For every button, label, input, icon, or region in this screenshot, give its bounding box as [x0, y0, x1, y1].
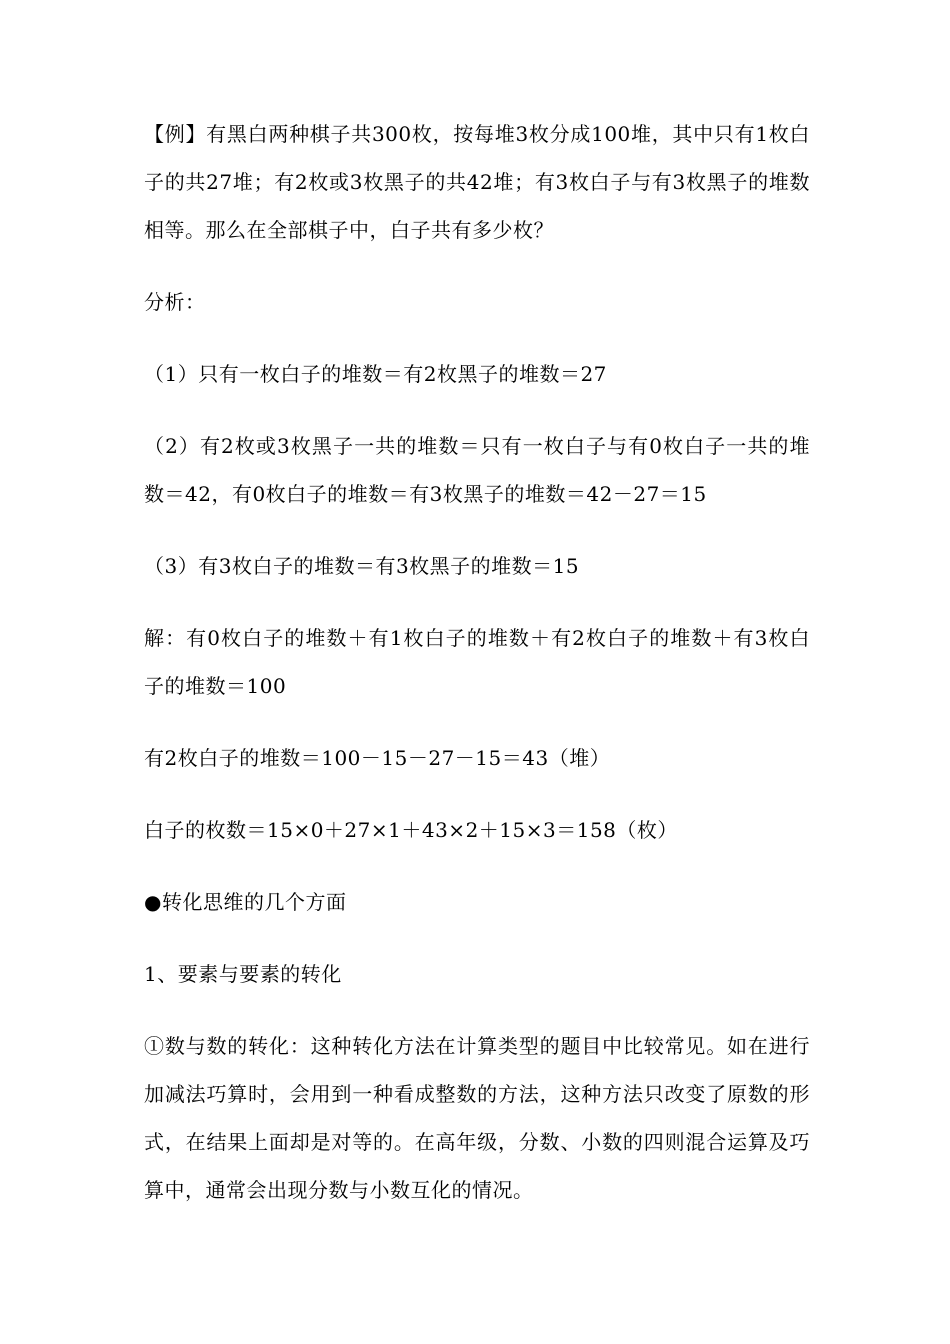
analysis-step-1: （1）只有一枚白子的堆数＝有2枚黑子的堆数＝27	[144, 362, 607, 386]
subsection-heading: 1、要素与要素的转化	[144, 962, 342, 986]
solution-line-2: 有2枚白子的堆数＝100－15－27－15＝43（堆）	[144, 746, 611, 770]
analysis-step-2: （2）有2枚或3枚黑子一共的堆数＝只有一枚白子与有0枚白子一共的堆数＝42，有0枚白子的堆数＝有3枚黑子的堆数＝42－27＝15	[144, 434, 810, 506]
analysis-step-3: （3）有3枚白子的堆数＝有3枚黑子的堆数＝15	[144, 554, 580, 578]
solution-line-1: 解：有0枚白子的堆数＋有1枚白子的堆数＋有2枚白子的堆数＋有3枚白子的堆数＝100	[144, 626, 810, 698]
example-problem: 【例】有黑白两种棋子共300枚，按每堆3枚分成100堆，其中只有1枚白子的共27堆；有2枚或3枚黑子的共42堆；有3枚白子与有3枚黑子的堆数相等。那么在全部棋子中，白子共有多少枚？	[144, 122, 810, 242]
document-page	[144, 110, 810, 1214]
section-heading: ●转化思维的几个方面	[144, 890, 347, 914]
solution-line-3: 白子的枚数＝15×0＋27×1＋43×2＋15×3＝158（枚）	[144, 818, 678, 842]
body-paragraph: ①数与数的转化：这种转化方法在计算类型的题目中比较常见。如在进行加减法巧算时，会用到一种看成整数的方法，这种方法只改变了原数的形式，在结果上面却是对等的。在高年级，分数、小数的四则混合运算及巧算中，通常会出现分数与小数互化的情况。	[144, 1034, 810, 1202]
analysis-heading: 分析：	[144, 290, 206, 314]
